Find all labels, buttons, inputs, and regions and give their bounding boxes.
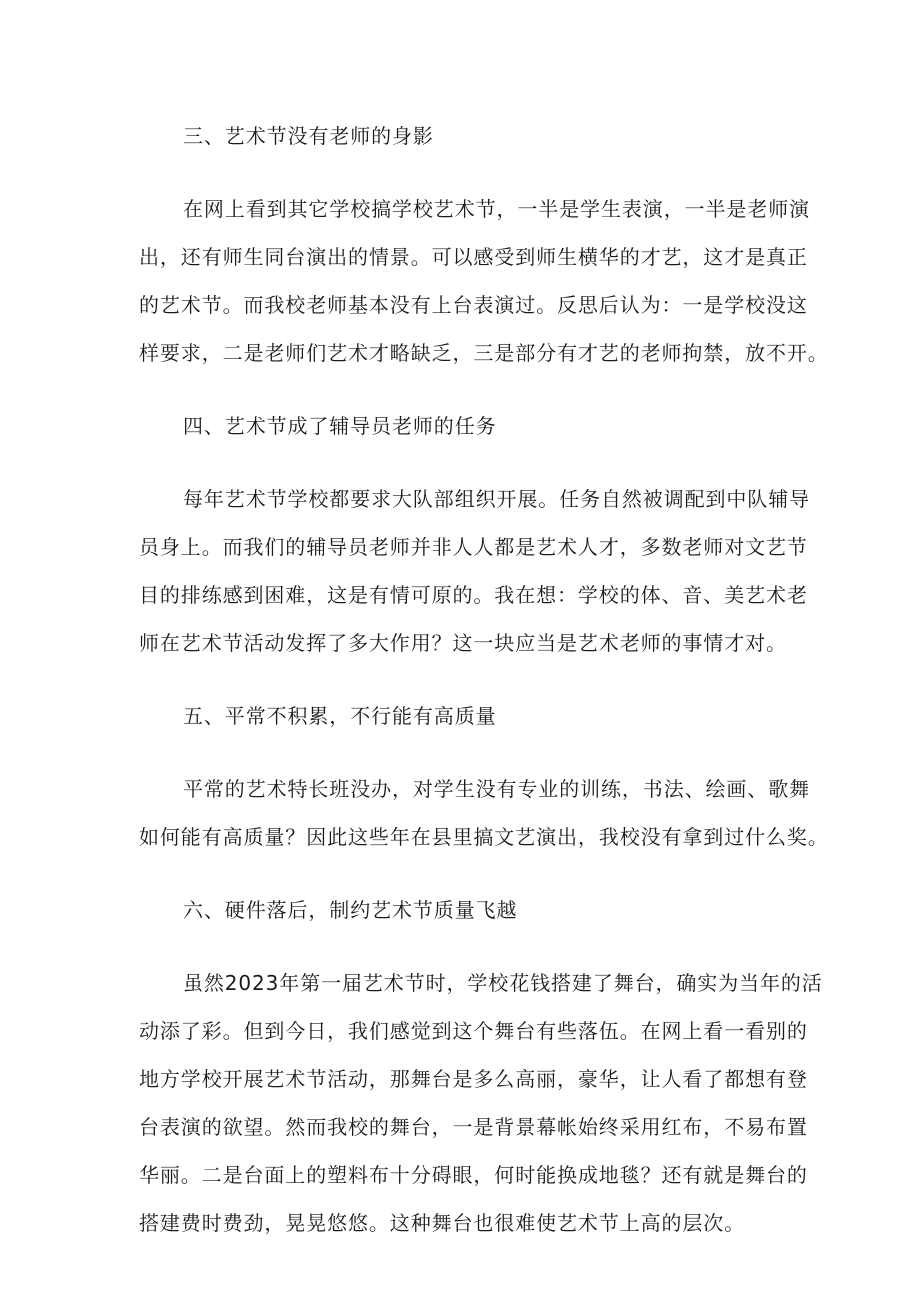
section-heading: 六、硬件落后，制约艺术节质量飞越 (183, 898, 518, 922)
paragraph-line: 在网上看到其它学校搞学校艺术节，一半是学生表演，一半是老师演 (183, 197, 810, 221)
document-body (139, 112, 829, 1247)
paragraph-line: 华丽。二是台面上的塑料布十分碍眼，何时能换成地毯？还有就是舞台的 (139, 1163, 808, 1187)
section-5 (139, 692, 829, 861)
paragraph-line: 的艺术节。而我校老师基本没有上台表演过。反思后认为：一是学校没这 (139, 293, 808, 317)
section-heading: 五、平常不积累，不行能有高质量 (183, 704, 497, 728)
paragraph-line: 师在艺术节活动发挥了多大作用？这一块应当是艺术老师的事情才对。 (139, 631, 787, 655)
paragraph-line: 出，还有师生同台演出的情景。可以感受到师生横华的才艺，这才是真正 (139, 245, 808, 269)
section-4 (139, 402, 810, 667)
paragraph-line: 每年艺术节学校都要求大队部组织开展。任务自然被调配到中队辅导 (183, 487, 810, 511)
paragraph-line: 虽然2023年第一届艺术节时，学校花钱搭建了舞台，确实为当年的活 (183, 971, 823, 995)
paragraph-line: 样要求，二是老师们艺术才略缺乏，三是部分有才艺的老师拘禁，放不开。 (139, 341, 829, 365)
paragraph-line: 地方学校开展艺术节活动，那舞台是多么高丽，豪华，让人看了都想有登 (139, 1067, 808, 1091)
section-6 (139, 886, 823, 1247)
section-heading: 四、艺术节成了辅导员老师的任务 (183, 414, 497, 438)
paragraph-line: 台表演的欲望。然而我校的舞台，一是背景幕帐始终采用红布，不易布置 (139, 1115, 808, 1139)
paragraph-line: 员身上。而我们的辅导员老师并非人人都是艺术人才，多数老师对文艺节 (139, 535, 808, 559)
paragraph-line: 动添了彩。但到今日，我们感觉到这个舞台有些落伍。在网上看一看别的 (139, 1019, 808, 1043)
paragraph-line: 搭建费时费劲，晃晃悠悠。这种舞台也很难使艺术节上高的层次。 (139, 1211, 746, 1235)
paragraph-line: 平常的艺术特长班没办，对学生没有专业的训练，书法、绘画、歌舞 (183, 777, 810, 801)
section-3 (139, 112, 829, 377)
paragraph-line: 目的排练感到困难，这是有情可原的。我在想：学校的体、音、美艺术老 (139, 583, 808, 607)
paragraph-line: 如何能有高质量？因此这些年在县里搞文艺演出，我校没有拿到过什么奖。 (139, 825, 829, 849)
section-heading: 三、艺术节没有老师的身影 (183, 124, 434, 148)
